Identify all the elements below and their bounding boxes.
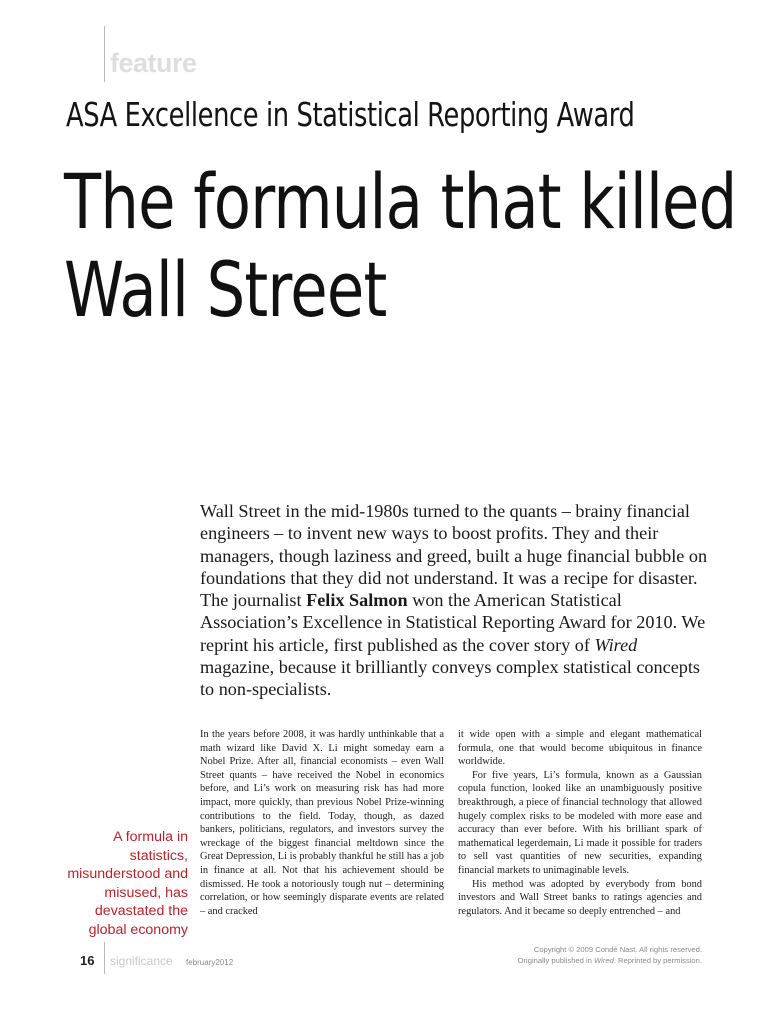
reprint-line (518, 955, 702, 966)
magazine-name: Wired (594, 634, 638, 655)
footer-divider (104, 942, 105, 974)
standfirst-text-2: won the American Statistical Association’s Excellence in Statistical Reporting Award for 2010. We reprint his article, first published as the cover story of (200, 590, 706, 655)
body-paragraph: His method was adopted by everybody from bond investors and Wall Street banks to ratings agencies and regulators. And it became so deeply entrenched – and (458, 878, 702, 917)
body-paragraph: For five years, Li’s formula, known as a Gaussian copula function, looked like an unambiguously positive breakthrough, a piece of financial technology that allowed hugely complex risks to be modeled with more ease and accuracy than ever before. With his brilliant spark of mathematical legerdemain, Li made it possible for traders to sell vast quantities of new securities, expanding financial markets to unimaginable levels. (458, 769, 702, 876)
issue-date: february2012 (186, 958, 234, 967)
body-paragraph: In the years before 2008, it was hardly unthinkable that a math wizard like David X. Li might someday earn a Nobel Prize. After all, financial economists – even Wall Street quants – have received the Nobel in economics before, and Li’s work on measuring risk has had more impact, more quickly, than previous Nobel Prize-winning contributions to the field. Today, though, as dazed bankers, politicians, regulators, and investors survey the wreckage of the biggest financial meltdown since the Great Depression, Li is probably thankful he still has a job in finance at all. Not that his achievement should be dismissed. He took a notoriously tough nut – determining correlation, or how seemingly disparate events are related – and cracked (200, 729, 444, 917)
pull-quote: A formula in statistics, misunderstood and misused, has devastated the global economy (67, 829, 188, 938)
author-name: Felix Salmon (306, 590, 408, 611)
copyright-line: Copyright © 2009 Condé Nast. All rights reserved. (533, 945, 702, 954)
body-column-right (458, 728, 702, 918)
award-heading: ASA Excellence in Statistical Reporting Award (66, 95, 635, 134)
standfirst (200, 500, 710, 701)
standfirst-text-1: Wall Street in the mid-1980s turned to the quants – brainy financial engineers – to invent new ways to boost profits. They and their managers, though laziness and greed, built a huge financial bubble on foundations that they did not understand. It was a recipe for disaster. The journalist (200, 501, 708, 611)
article-title-line-2: Wall Street (64, 245, 387, 334)
article-body (200, 728, 702, 918)
article-title-line-1: The formula that killed (64, 157, 737, 246)
journal-name: significance (110, 954, 173, 968)
header-divider (104, 26, 105, 82)
copyright-credit (518, 944, 702, 966)
body-column-left (200, 728, 444, 918)
standfirst-text-3: magazine, because it brilliantly conveys complex statistical concepts to non-specialists. (200, 657, 700, 700)
reprint-magazine: Wired (594, 956, 614, 965)
body-paragraph: it wide open with a simple and elegant mathematical formula, one that would become ubiquitous in finance worldwide. (458, 729, 702, 768)
page-number: 16 (80, 953, 95, 968)
article-title (64, 158, 736, 334)
reprint-suffix: . Reprinted by permission. (613, 956, 702, 965)
reprint-prefix: Originally published in (517, 956, 595, 965)
section-label: feature (110, 48, 197, 78)
